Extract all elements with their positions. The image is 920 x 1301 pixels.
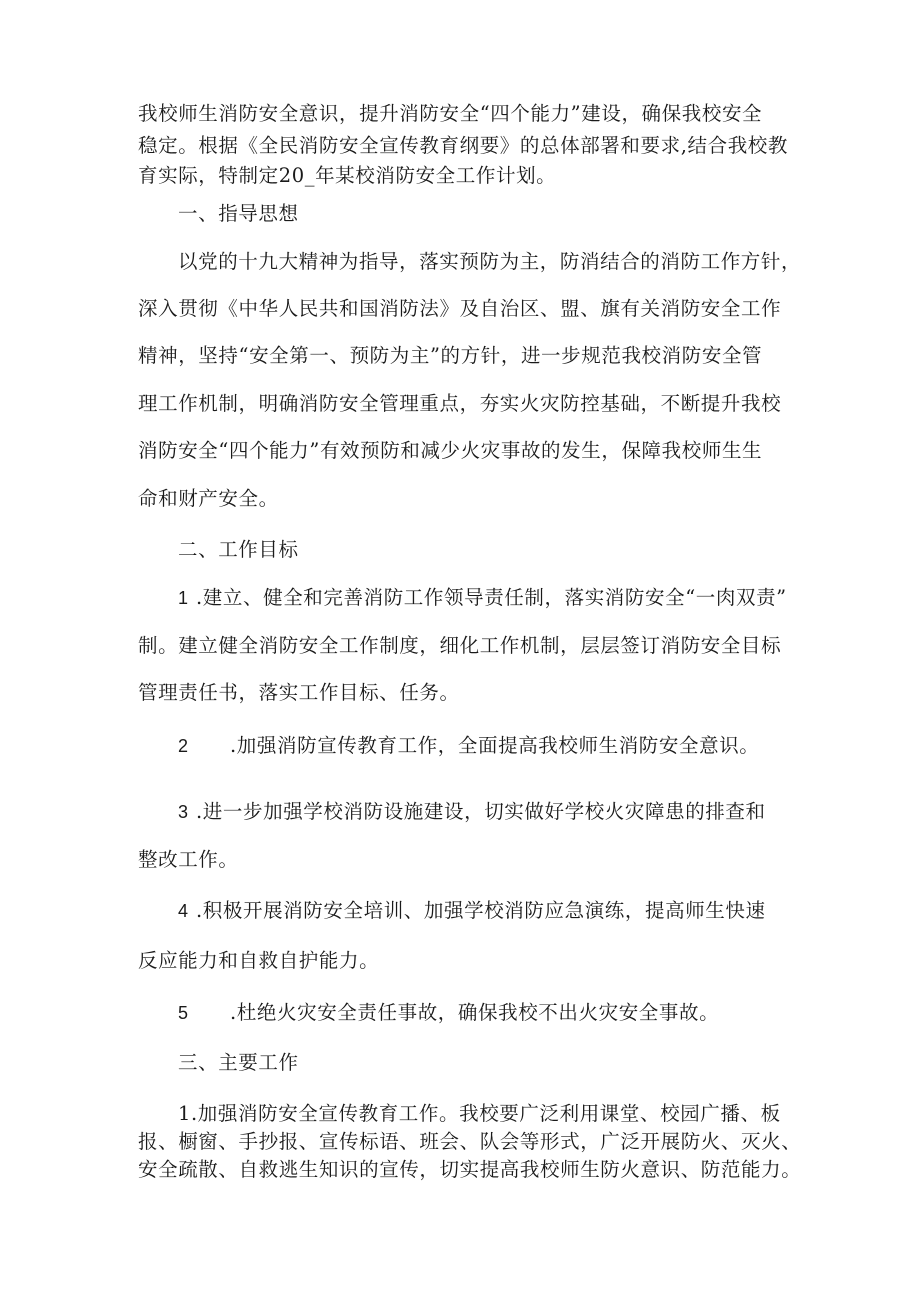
section3-body-line-2: 报、橱窗、手抄报、宣传标语、班会、队会等形式，广泛开展防火、灭火、	[138, 1130, 802, 1153]
section1-body-line-3: 精神，坚持“安全第一、预防为主”的方针，进一步规范我校消防安全管	[138, 344, 763, 367]
goal-item-number: 4	[178, 901, 189, 921]
goal-item-1-line-3: 管理责任书，落实工作目标、任务。	[138, 681, 460, 704]
goal-item-number: 3	[178, 802, 189, 822]
goal-item-5: 5 .杜绝火灾安全责任事故，确保我校不出火灾安全事故。	[178, 999, 838, 1027]
goal-item-number: 5	[178, 1003, 189, 1023]
section1-body-line-1: 以党的十九大精神为指导，落实预防为主，防消结合的消防工作方针，	[178, 250, 802, 273]
section3-body-line-3: 安全疏散、自救逃生知识的宣传，切实提高我校师生防火意识、防范能力。	[138, 1158, 802, 1181]
goal-item-3-line-2: 整改工作。	[138, 848, 239, 871]
goal-item-number: 2	[178, 736, 189, 756]
intro-line-2: 稳定。根据《全民消防安全宣传教育纲要》的总体部署和要求,结合我校教	[138, 134, 788, 157]
section-heading-work-goals: 二、工作目标	[178, 538, 299, 561]
section1-body-line-4: 理工作机制，明确消防安全管理重点，夯实火灾防控基础，不断提升我校	[138, 392, 782, 415]
goal-item-4-line-2: 反应能力和自救自护能力。	[138, 949, 380, 972]
goal-item-3-line-1: 3 .进一步加强学校消防设施建设，切实做好学校火灾障患的排查和	[178, 798, 838, 826]
section3-body-line-1: 1.加强消防安全宣传教育工作。我校要广泛利用课堂、校园广播、板	[178, 1102, 781, 1125]
section1-body-line-6: 命和财产安全。	[138, 487, 279, 510]
section-heading-main-work: 三、主要工作	[178, 1051, 299, 1074]
section-heading-guiding-ideology: 一、指导思想	[178, 202, 299, 225]
goal-item-1-line-1: 1 .建立、健全和完善消防工作领导责任制，落实消防安全“一肉双责”	[178, 584, 838, 612]
section1-body-line-2: 深入贯彻《中华人民共和国消防法》及自治区、盟、旗有关消防安全工作	[138, 297, 782, 320]
section1-body-line-5: 消防安全“四个能力”有效预防和减少火灾事故的发生，保障我校师生生	[138, 439, 763, 462]
intro-line-1: 我校师生消防安全意识，提升消防安全“四个能力”建设，确保我校安全	[138, 102, 763, 125]
goal-item-1-line-2: 制。建立健全消防安全工作制度，细化工作机制，层层签订消防安全目标	[138, 634, 782, 657]
intro-line-3: 育实际，特制定20_年某校消防安全工作计划。	[138, 164, 557, 187]
goal-item-4-line-1: 4 .积极开展消防安全培训、加强学校消防应急演练，提高师生快速	[178, 897, 838, 925]
goal-item-number: 1	[178, 588, 189, 608]
goal-item-2: 2 .加强消防宣传教育工作，全面提高我校师生消防安全意识。	[178, 732, 838, 760]
